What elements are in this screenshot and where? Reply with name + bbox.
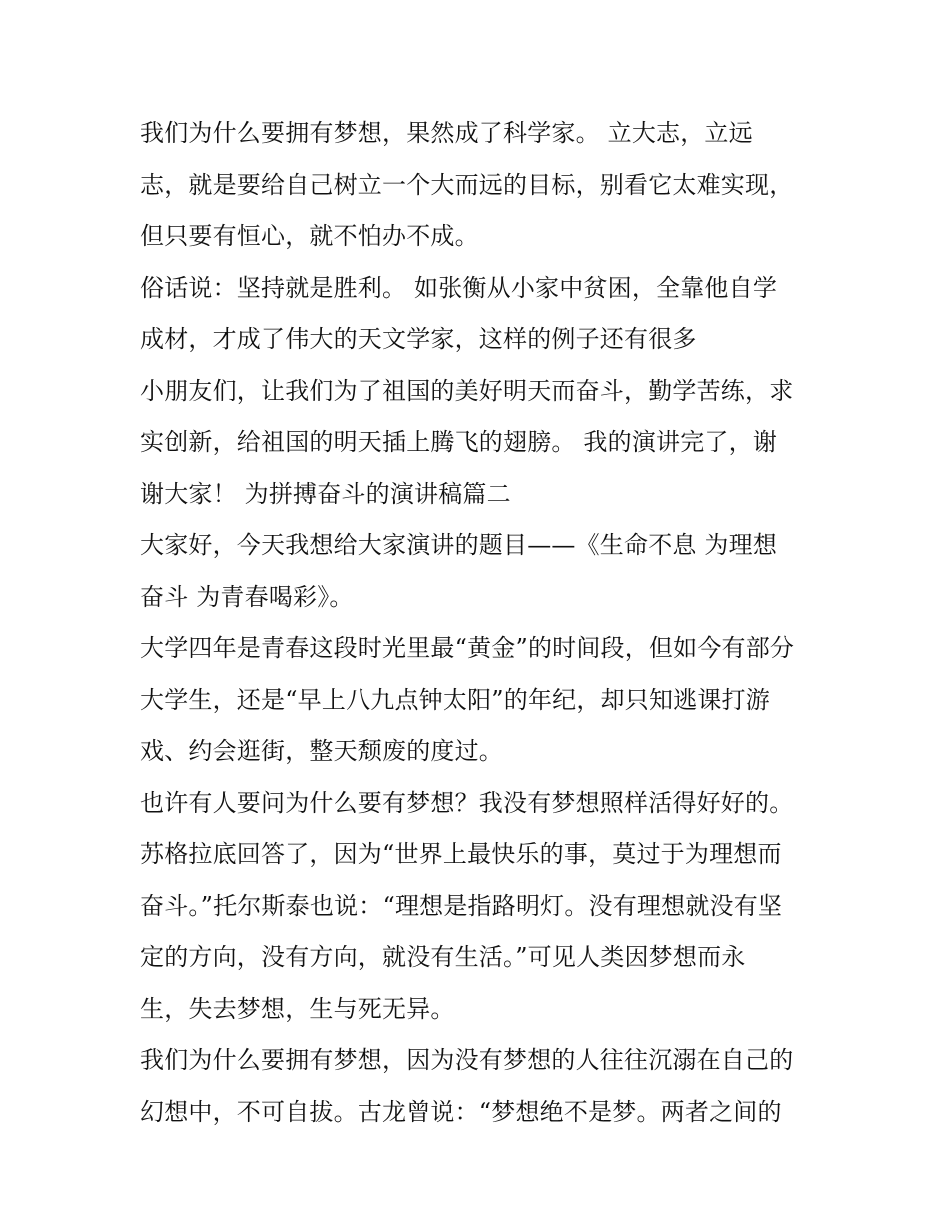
- text-line: 但只要有恒心，就不怕办不成。: [140, 222, 479, 250]
- text-line: 生，失去梦想，生与死无异。: [140, 994, 455, 1023]
- text-line: 戏、约会逛街，整天颓废的度过。: [140, 737, 503, 765]
- text-line: 谢大家！ 为拼搏奋斗的演讲稿篇二: [140, 479, 511, 508]
- text-line: 俗话说：坚持就是胜利。 如张衡从小家中贫困，全靠他自学: [140, 273, 778, 302]
- text-line: 我们为什么要拥有梦想，果然成了科学家。 立大志，立远: [140, 119, 753, 147]
- text-line: 大家好，今天我想给大家演讲的题目——《生命不息 为理想: [140, 531, 778, 559]
- text-line: 实创新，给祖国的明天插上腾飞的翅膀。 我的演讲完了，谢: [140, 428, 778, 456]
- text-line: 也许有人要问为什么要有梦想？我没有梦想照样活得好好的。: [140, 788, 794, 817]
- text-line: 苏格拉底回答了，因为“世界上最快乐的事，莫过于为理想而: [140, 840, 782, 868]
- text-line: 大学生，还是“早上八九点钟太阳”的年纪，却只知逃课打游: [140, 685, 770, 714]
- text-line: 成材，才成了伟大的天文学家，这样的例子还有很多: [140, 325, 697, 353]
- text-line: 定的方向，没有方向，就没有生活。”可见人类因梦想而永: [140, 943, 746, 971]
- text-line: 大学四年是青春这段时光里最“黄金”的时间段，但如今有部分: [140, 634, 795, 662]
- text-line: 我们为什么要拥有梦想，因为没有梦想的人往往沉溺在自己的: [140, 1046, 794, 1074]
- document-body: [140, 108, 830, 1138]
- text-line: 志，就是要给自己树立一个大而远的目标，别看它太难实现，: [140, 170, 794, 199]
- text-line: 奋斗 为青春喝彩》。: [140, 582, 354, 611]
- text-line: 小朋友们，让我们为了祖国的美好明天而奋斗，勤学苦练，求: [140, 376, 794, 405]
- text-line: 幻想中，不可自拔。古龙曾说：“梦想绝不是梦。两者之间的: [140, 1097, 782, 1126]
- text-line: 奋斗。”托尔斯泰也说：“理想是指路明灯。没有理想就没有坚: [140, 891, 783, 920]
